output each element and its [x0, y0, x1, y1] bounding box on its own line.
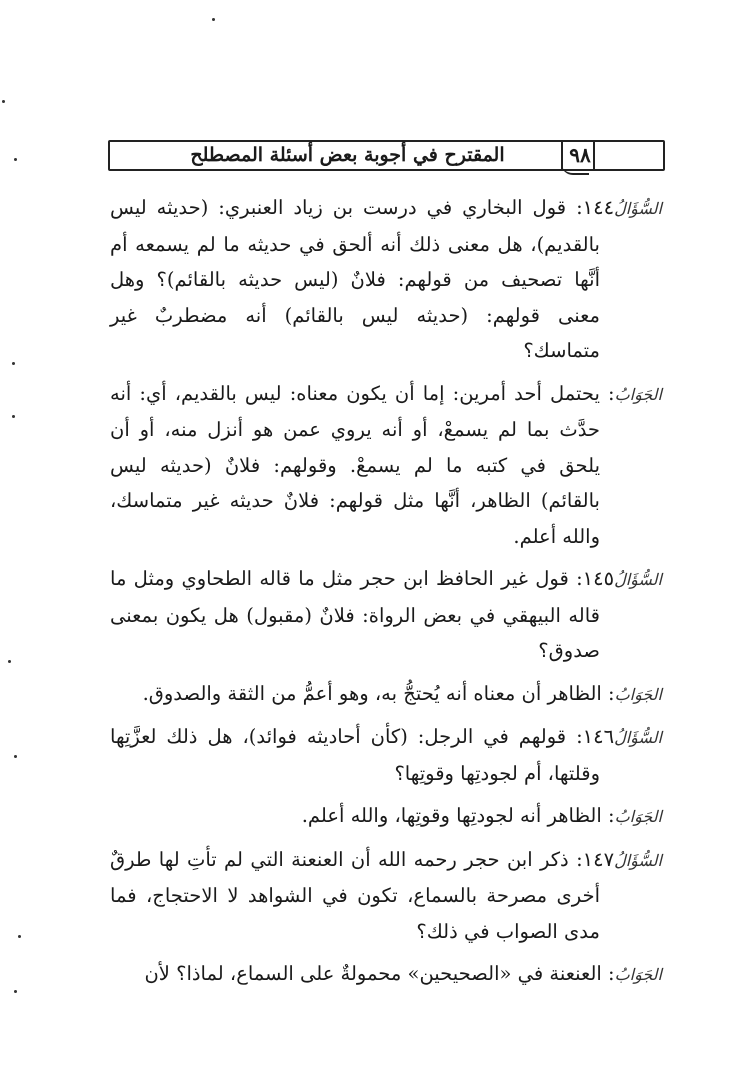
question-146 [110, 719, 662, 791]
answer-label: الجَوَابُ [614, 807, 662, 826]
question-text: ١٤٤: قول البخاري في درست بن زياد العنبري: (حديثه ليس بالقديم)، هل معنى ذلك أنه ألحق في حديثه ما لم يسمعه أم أنَّها تصحيف من قولهم: فلانٌ (ليس حديثه بالقائم)؟ وهل معنى قولهم: (حديثه ليس بالقائم) أنه مضطربٌ غير متماسك؟ [110, 196, 615, 362]
answer-text: : يحتمل أحد أمرين: إما أن يكون معناه: ليس بالقديم، أي: أنه حدَّث بما لم يسمعْ، أو أنه يروي عمن هو أنزل منه، أو أن يلحق في كتبه ما لم يسمعْ. وقولهم: فلانٌ (حديثه ليس بالقائم) الظاهر، أنَّها مثل قولهم: فلانٌ حديثه غير متماسك، والله أعلم. [110, 381, 615, 548]
scan-dot [14, 755, 17, 758]
scan-dot [14, 990, 17, 993]
question-text: ١٤٦: قولهم في الرجل: (كأن أحاديثه فوائد)، هل ذلك لعزَّتِها وقلتها، أم لجودتِها وقوتِها؟ [110, 725, 615, 785]
question-label: السُّؤَالُ [614, 570, 662, 589]
scan-dot [14, 158, 17, 161]
scan-dot [18, 935, 21, 938]
scan-dot [8, 660, 11, 663]
running-header [108, 140, 665, 171]
question-label: السُّؤَالُ [614, 850, 662, 870]
answer-text: : الظاهر أنه لجودتِها وقوتِها، والله أعلم. [301, 804, 615, 827]
answer-label: الجَوَابُ [614, 965, 662, 984]
scan-dot [2, 100, 5, 103]
question-label: السُّؤَالُ [614, 728, 662, 747]
header-title: المقترح في أجوبة بعض أسئلة المصطلح [190, 144, 505, 166]
scan-dot [12, 362, 15, 365]
question-text: ١٤٥: قول غير الحافظ ابن حجر مثل ما قاله الطحاوي ومثل ما قاله البيهقي في بعض الرواة: فلانٌ (مقبول) هل يكون بمعنى صدوق؟ [110, 567, 615, 662]
scan-dot [12, 415, 15, 418]
question-145 [110, 561, 662, 669]
answer-146 [110, 798, 662, 835]
question-label: السُّؤَالُ [614, 199, 662, 218]
question-147 [110, 842, 662, 950]
question-144 [110, 190, 662, 369]
page-number: ٩٨ [569, 143, 591, 167]
scan-dot [212, 18, 215, 21]
page-body [110, 190, 662, 1000]
answer-145 [110, 676, 662, 713]
answer-144 [110, 376, 662, 555]
answer-label: الجَوَابُ [614, 384, 662, 404]
answer-text: : العنعنة في «الصحيحين» محمولةٌ على السماع، لماذا؟ لأن [144, 962, 615, 985]
answer-label: الجَوَابُ [614, 684, 662, 704]
answer-text: : الظاهر أن معناه أنه يُحتجُّ به، وهو أعمُّ من الثقة والصدوق. [142, 681, 615, 705]
question-text: ١٤٧: ذكر ابن حجر رحمه الله أن العنعنة التي لم تأتِ لها طرقٌ أخرى مصرحة بالسماع، تكون في الشواهد لا الاحتجاج، فما مدى الصواب في ذلك؟ [110, 847, 615, 943]
answer-147 [110, 956, 662, 993]
